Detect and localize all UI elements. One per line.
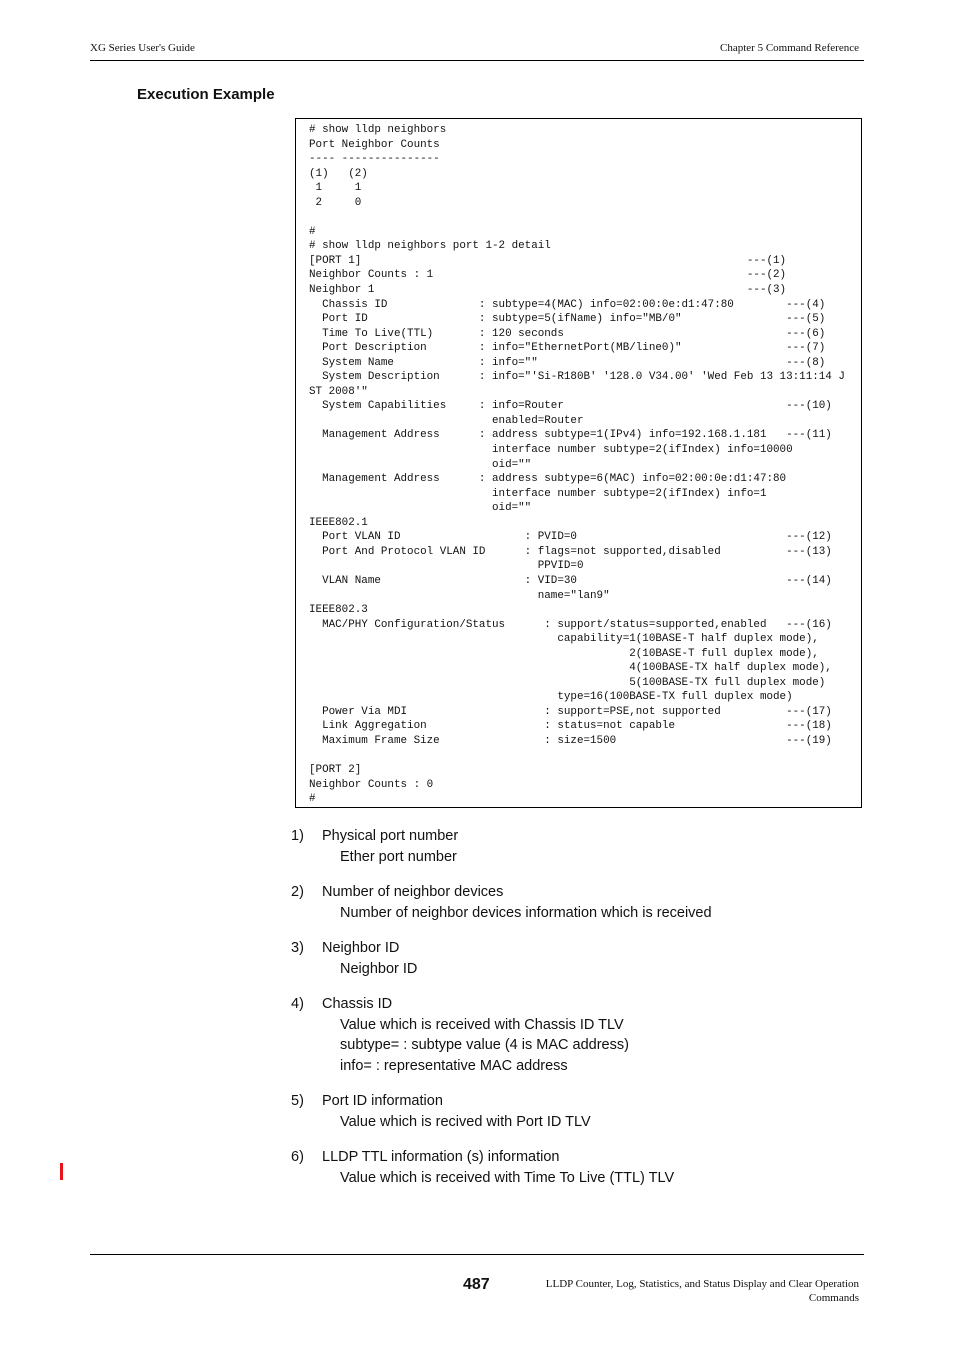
- note-title: Port ID information: [322, 1093, 443, 1109]
- page-number: 487: [463, 1276, 490, 1293]
- note-title: Physical port number: [322, 828, 459, 844]
- note-number: 6): [291, 1149, 304, 1165]
- note-number: 2): [291, 884, 304, 900]
- note-item: [291, 938, 851, 979]
- footer-chapter-title: [546, 1278, 859, 1305]
- note-title: LLDP TTL information (s) information: [322, 1149, 560, 1165]
- note-description: info= : representative MAC address: [340, 1057, 568, 1074]
- note-description: subtype= : subtype value (4 is MAC address): [340, 1037, 629, 1053]
- code-example-text: # show lldp neighbors Port Neighbor Counts ---- --------------- (1) (2) 1 1 2 0 # # show lldp neighbors port 1-2 detail [PORT 1] ---(1) Neighbor Counts : 1 ---(2) Neighbor 1 ---(3) Chassis ID : subtype=4(MAC) info=02:00:0e:d1:47:80 ---(4) Port ID : subtype=5(ifName) info="MB/0" ---(5) Time To Live(TTL) : 120 seconds ---(6) Port Description : info="EthernetPort(MB/line0)" ---(7) System Name : info="" ---(8) System Description : info="'Si-R180B' '128.0 V34.00' 'Wed Feb 13 13:11:14 J ST 2008'" System Capabilities : info=Router ---(10) enabled=Router Management Address : address subtype=1(IPv4) info=192.168.1.181 ---(11) interface number subtype=2(ifIndex) info=10000 oid="" Management Address : address subtype=6(MAC) info=02:00:0e:d1:47:80 interface number subtype=2(ifIndex) info=1 oid="" IEEE802.1 Port VLAN ID : PVID=0 ---(12) Port And Protocol VLAN ID : flags=not supported,disabled ---(13) PPVID=0 VLAN Name : VID=30 ---(14) name="lan9" IEEE802.3 MAC/PHY Configuration/Status : support/status=supported,enabled ---(16) capability=1(10BASE-T half duplex mode), 2(10BASE-T full duplex mode), 4(100BASE-TX half duplex mode), 5(100BASE-TX full duplex mode) type=16(100BASE-TX full duplex mode) Power Via MDI : support=PSE,not supported ---(17) Link Aggregation : status=not capable ---(18) Maximum Frame Size : size=1500 ---(19) [PORT 2] Neighbor Counts : 0 #: [309, 124, 845, 806]
- code-example-box: [295, 118, 862, 808]
- note-item: [291, 826, 851, 867]
- header-left: XG Series User's Guide: [90, 42, 195, 54]
- note-description: Value which is recived with Port ID TLV: [340, 1113, 591, 1130]
- note-title: Chassis ID: [322, 996, 393, 1012]
- note-title: Neighbor ID: [322, 940, 400, 956]
- footer-line-1: LLDP Counter, Log, Statistics, and Status Display and Clear Operation: [545, 1278, 859, 1290]
- note-description: Neighbor ID: [340, 960, 418, 977]
- note-item: [291, 882, 851, 923]
- header-right: Chapter 5 Command Reference: [720, 42, 859, 54]
- section-title: Execution Example: [137, 86, 275, 103]
- header-rule: [90, 60, 864, 61]
- note-item: [291, 1147, 851, 1188]
- footer-line-2: Commands: [808, 1291, 859, 1304]
- note-description: Number of neighbor devices information which is received: [340, 904, 712, 921]
- note-number: 5): [291, 1093, 304, 1109]
- note-title: Number of neighbor devices: [322, 884, 504, 900]
- note-description: Value which is received with Time To Live (TTL) TLV: [340, 1169, 675, 1186]
- change-bar: [60, 1163, 63, 1180]
- note-description: Ether port number: [340, 848, 457, 865]
- note-item: [291, 1091, 851, 1132]
- footer-rule: [90, 1254, 864, 1255]
- note-item: [291, 994, 851, 1076]
- note-description: Value which is received with Chassis ID TLV: [340, 1016, 624, 1033]
- note-number: 3): [291, 940, 304, 956]
- note-number: 4): [291, 996, 304, 1012]
- notes-list: [291, 826, 851, 1203]
- note-number: 1): [291, 828, 304, 844]
